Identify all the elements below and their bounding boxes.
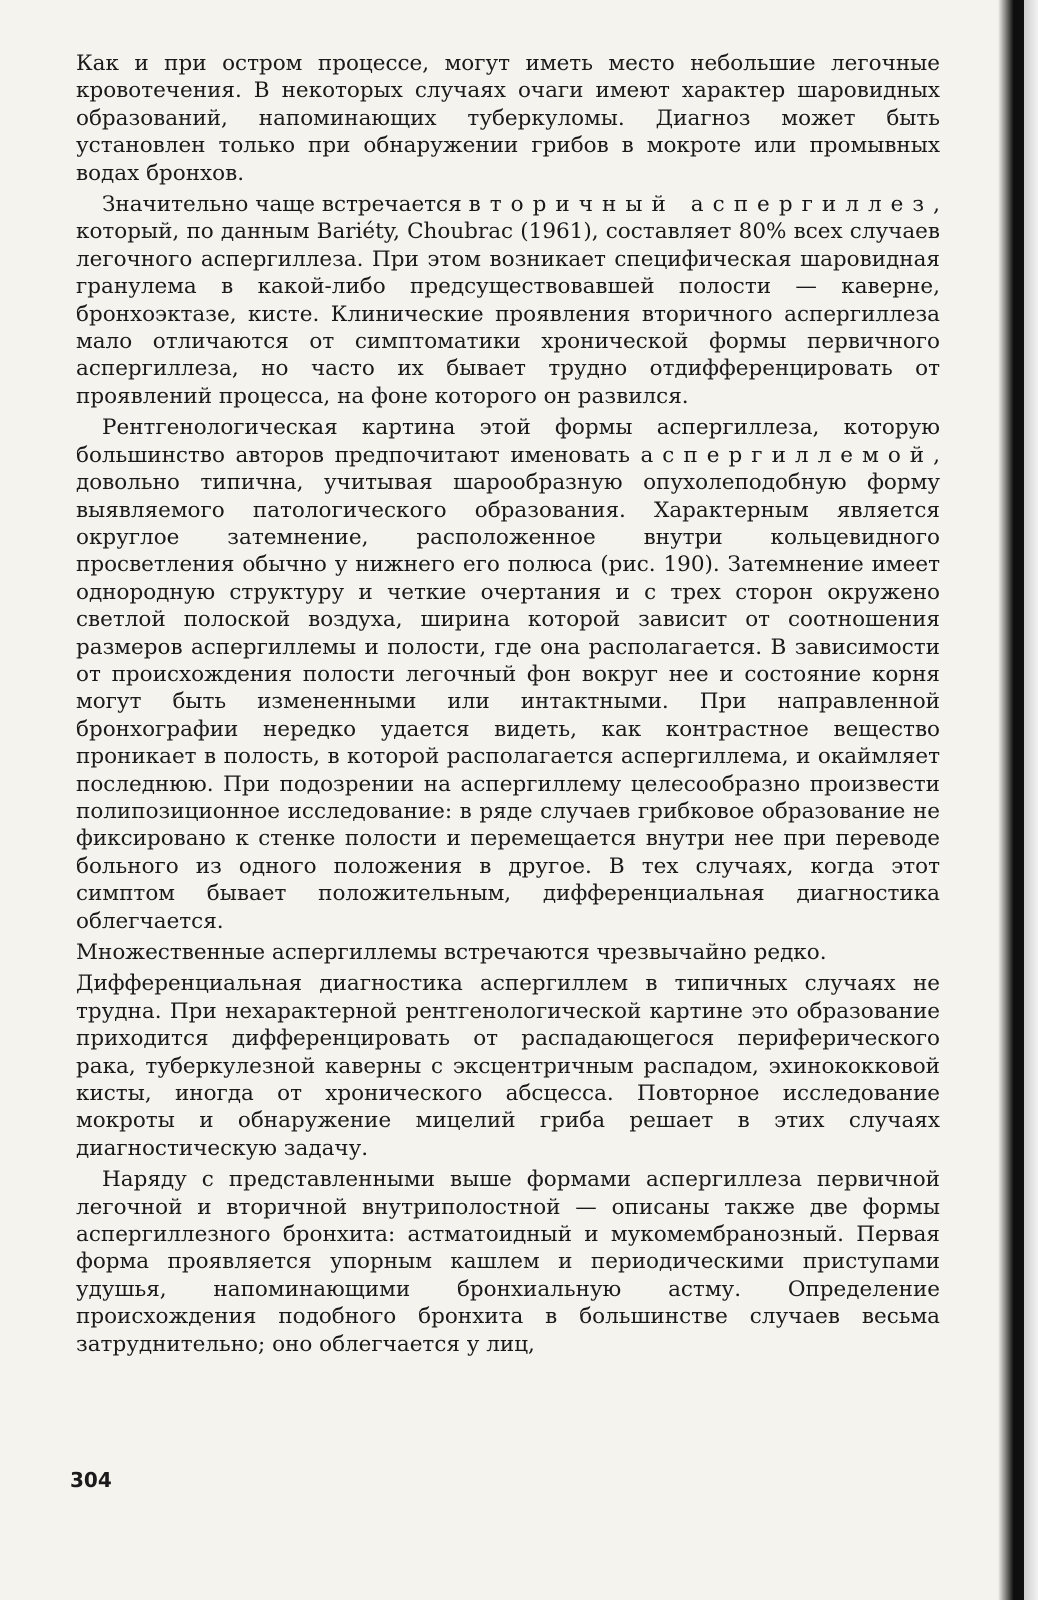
page-number: 304 bbox=[70, 1468, 112, 1492]
paragraph-3 bbox=[76, 414, 940, 935]
paragraph-1: Как и при остром процессе, могут иметь место небольшие легочные кровотечения. В некоторых случаях очаги имеют характер шаровидных образований, напоминающих туберкуломы. Диагноз может быть установлен только при обнаружении грибов в мокроте или промывных водах бронхов. bbox=[76, 51, 940, 186]
emphasized-term-aspergilloma: аспергиллемой bbox=[640, 442, 934, 468]
paragraph-5: Дифференциальная диагностика аспергиллем в типичных случаях не трудна. При нехарактерной рентгенологической картине это образование приходится дифференцировать от распадающегося периферического рака, туберкулезной каверны с эксцентричным распадом, эхинококковой кисты, иногда от хронического абсцесса. Повторное исследование мокроты и обнаружение мицелий гриба решает в этих случаях диагностическую задачу. bbox=[76, 971, 940, 1161]
paragraph-4: Множественные аспергиллемы встречаются чрезвычайно редко. bbox=[76, 940, 827, 965]
paragraph-2-start: Значительно чаще встречается bbox=[102, 192, 469, 218]
paragraph-2-rest: , который, по данным Bariéty, Choubrac (1961), составляет 80% всех случаев легочного аспергиллеза. При этом возникает специфическая шаровидная гранулема в какой-либо предсуществовавшей полости — каверне, бронхоэктазе, кисте. Клинические проявления вторичного аспергиллеза мало отличаются от симптоматики хронической формы первичного аспергиллеза, но часто их бывает трудно отдифференцировать от проявлений процесса, на фоне которого он развился. bbox=[76, 192, 940, 409]
emphasized-term-secondary-aspergillosis: вторичный аспергиллез bbox=[468, 192, 934, 218]
paragraph-6: Наряду с представленными выше формами аспергиллеза первичной легочной и вторичной внутриполостной — описаны также две формы аспергиллезного бронхита: астматоидный и мукомембранозный. Первая форма проявляется упорным кашлем и периодическими приступами удушья, напоминающими бронхиальную астму. Определение происхождения подобного бронхита в большинстве случаев весьма затруднительно; оно облегчается у лиц, bbox=[76, 1167, 940, 1357]
paragraph-2 bbox=[76, 191, 940, 410]
page-edge bbox=[1024, 0, 1038, 1600]
paragraph-3-start: Рентгенологическая картина этой формы аспергиллеза, которую большинство авторов предпочитают именовать bbox=[76, 415, 940, 468]
paragraph-3-rest: , довольно типична, учитывая шарообразную опухолеподобную форму выявляемого патологического образования. Характерным является округлое затемнение, расположенное внутри кольцевидного просветления обычно у нижнего его полюса (рис. 190). Затемнение имеет однородную структуру и четкие очертания и с трех сторон окружено светлой полоской воздуха, ширина которой зависит от соотношения размеров аспергиллемы и полости, где она располагается. В зависимости от происхождения полости легочный фон вокруг нее и состояние корня могут быть измененными или интактными. При направленной бронхографии нередко удается видеть, как контрастное вещество проникает в полость, в которой располагается аспергиллема, и окаймляет последнюю. При подозрении на аспергиллему целесообразно произвести полипозиционное исследование: в ряде случаев грибковое образование не фиксировано к стенке полости и перемещается внутри нее при переводе больного из одного положения в другое. В тех случаях, когда этот симптом бывает положительным, дифференциальная диагностика облегчается. bbox=[76, 442, 940, 934]
binding-shadow bbox=[998, 0, 1024, 1600]
text-body bbox=[76, 50, 940, 1362]
